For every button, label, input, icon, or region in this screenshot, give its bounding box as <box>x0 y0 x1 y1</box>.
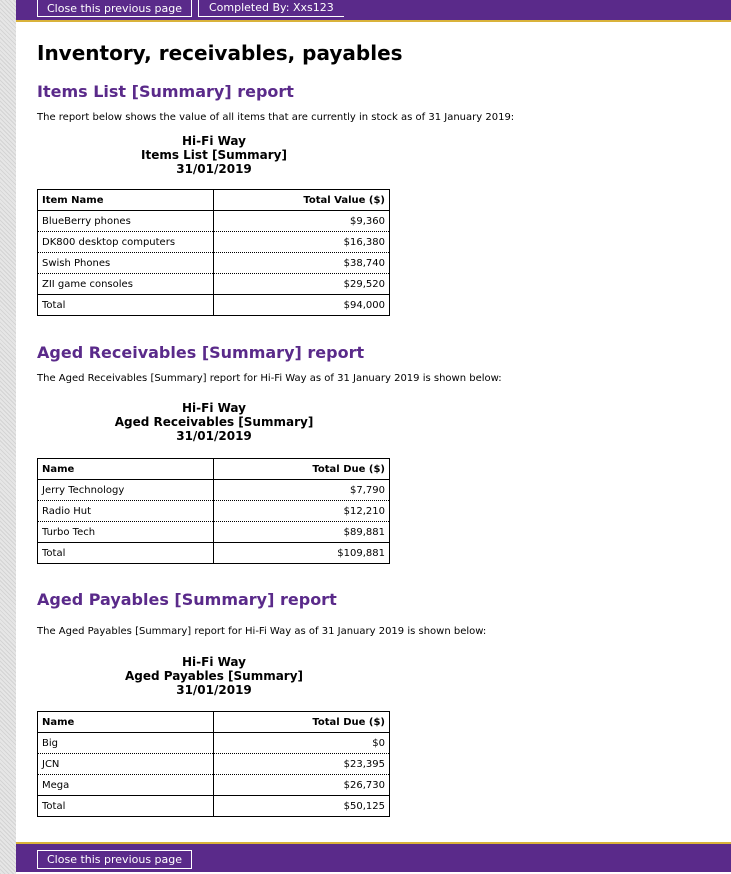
page-title: Inventory, receivables, payables <box>37 41 403 65</box>
table-cell: ZII game consoles <box>38 274 214 295</box>
table-cell: JCN <box>38 754 214 775</box>
table-cell: Total <box>38 543 214 564</box>
payables-report-header <box>64 655 364 697</box>
completed-by-label: Completed By: Xxs123 <box>198 0 344 17</box>
table-total-row <box>38 796 390 817</box>
items-list-table <box>37 189 390 316</box>
table-header-row <box>38 712 390 733</box>
table-cell: $50,125 <box>214 796 390 817</box>
table-cell: $9,360 <box>214 211 390 232</box>
receivables-report-header <box>64 401 364 443</box>
table-row <box>38 754 390 775</box>
table-row <box>38 775 390 796</box>
table-total-row <box>38 295 390 316</box>
table-row <box>38 211 390 232</box>
payables-company: Hi-Fi Way <box>182 655 246 669</box>
close-previous-page-button[interactable]: Close this previous page <box>37 0 192 17</box>
items-list-heading: Items List [Summary] report <box>37 82 294 101</box>
column-header: Name <box>38 712 214 733</box>
table-row <box>38 232 390 253</box>
table-cell: $109,881 <box>214 543 390 564</box>
table-cell: Swish Phones <box>38 253 214 274</box>
items-list-report-header <box>64 134 364 176</box>
receivables-heading: Aged Receivables [Summary] report <box>37 343 365 362</box>
table-cell: Jerry Technology <box>38 480 214 501</box>
table-cell: $38,740 <box>214 253 390 274</box>
table-cell: Mega <box>38 775 214 796</box>
column-header: Total Due ($) <box>214 459 390 480</box>
receivables-intro: The Aged Receivables [Summary] report for Hi-Fi Way as of 31 January 2019 is shown below: <box>37 373 502 384</box>
column-header: Name <box>38 459 214 480</box>
payables-heading: Aged Payables [Summary] report <box>37 590 337 609</box>
receivables-date: 31/01/2019 <box>176 429 252 443</box>
table-cell: $16,380 <box>214 232 390 253</box>
payables-intro: The Aged Payables [Summary] report for Hi-Fi Way as of 31 January 2019 is shown below: <box>37 626 487 637</box>
table-cell: $23,395 <box>214 754 390 775</box>
page-content <box>16 0 731 874</box>
table-cell: Total <box>38 295 214 316</box>
column-header: Total Due ($) <box>214 712 390 733</box>
receivables-report-name: Aged Receivables [Summary] <box>114 415 314 429</box>
table-row <box>38 253 390 274</box>
table-cell: $26,730 <box>214 775 390 796</box>
bottom-nav-bar <box>16 842 731 872</box>
table-cell: $7,790 <box>214 480 390 501</box>
payables-table <box>37 711 390 817</box>
items-list-intro: The report below shows the value of all items that are currently in stock as of 31 January 2019: <box>37 112 515 123</box>
table-cell: $89,881 <box>214 522 390 543</box>
payables-report-name: Aged Payables [Summary] <box>124 669 304 683</box>
table-cell: DK800 desktop computers <box>38 232 214 253</box>
receivables-table <box>37 458 390 564</box>
table-total-row <box>38 543 390 564</box>
items-list-company: Hi-Fi Way <box>182 134 246 148</box>
column-header: Total Value ($) <box>214 190 390 211</box>
column-header: Item Name <box>38 190 214 211</box>
table-row <box>38 733 390 754</box>
table-cell: Total <box>38 796 214 817</box>
table-cell: BlueBerry phones <box>38 211 214 232</box>
table-row <box>38 480 390 501</box>
table-cell: Big <box>38 733 214 754</box>
items-list-report-name: Items List [Summary] <box>141 148 287 162</box>
table-row <box>38 274 390 295</box>
table-cell: Radio Hut <box>38 501 214 522</box>
table-cell: $29,520 <box>214 274 390 295</box>
table-cell: $0 <box>214 733 390 754</box>
payables-date: 31/01/2019 <box>176 683 252 697</box>
close-previous-page-button[interactable]: Close this previous page <box>37 850 192 869</box>
table-row <box>38 501 390 522</box>
table-cell: Turbo Tech <box>38 522 214 543</box>
table-cell: $94,000 <box>214 295 390 316</box>
table-header-row <box>38 190 390 211</box>
table-header-row <box>38 459 390 480</box>
table-cell: $12,210 <box>214 501 390 522</box>
table-row <box>38 522 390 543</box>
receivables-company: Hi-Fi Way <box>182 401 246 415</box>
top-nav-bar <box>16 0 731 22</box>
items-list-date: 31/01/2019 <box>176 162 252 176</box>
